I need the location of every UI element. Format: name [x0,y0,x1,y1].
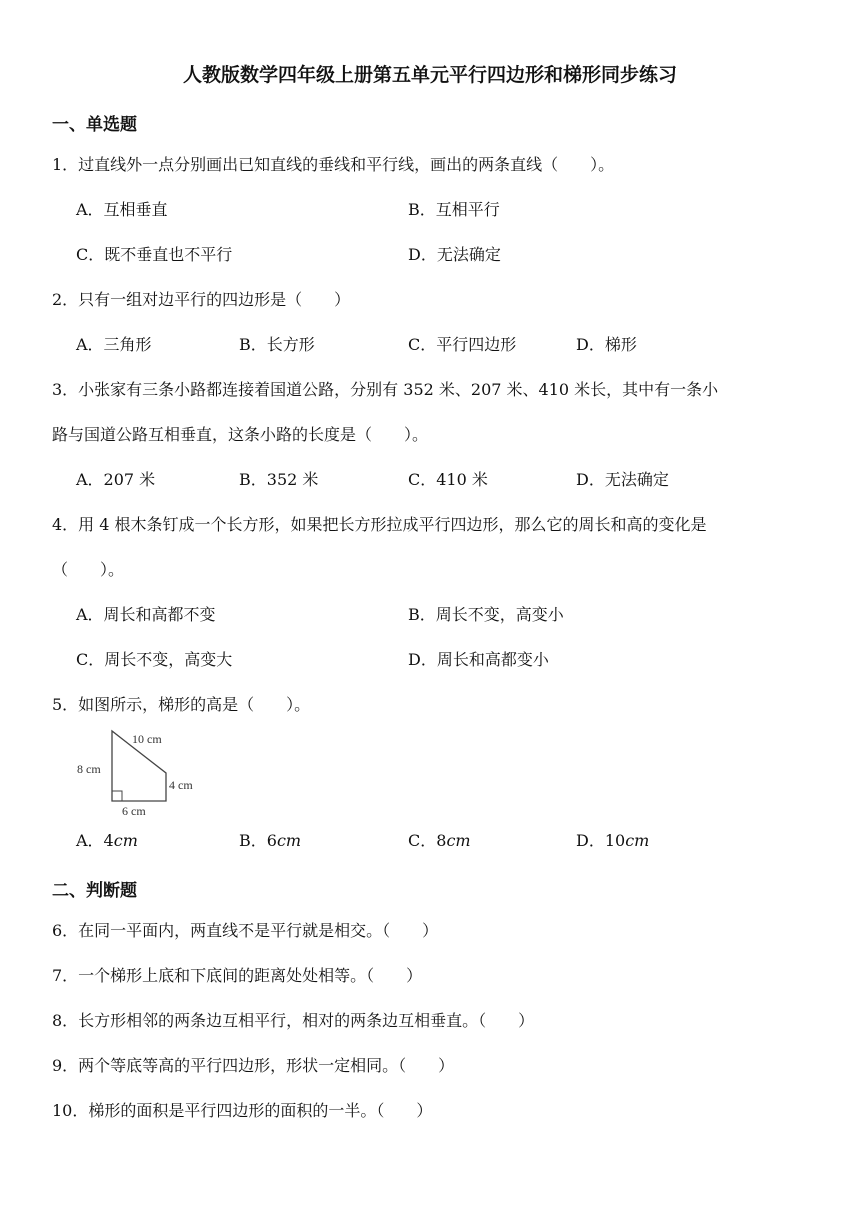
question-3-option-d: D．无法确定 [576,470,669,489]
label-left-side: 8 cm [77,762,101,776]
question-4-stem-line-1: 4．用 4 根木条钉成一个长方形，如果把长方形拉成平行四边形，那么它的周长和高的变化是 [52,515,707,534]
question-4-stem-line-2: （ ）。 [52,560,125,579]
question-4-option-a: A．周长和高都不变 [76,605,216,624]
label-top-side: 10 cm [132,732,162,746]
section-heading-true-false: 二、判断题 [52,881,137,901]
judge-question-6: 6．在同一平面内，两直线不是平行就是相交。（ ） [52,921,439,940]
page-title: 人教版数学四年级上册第五单元平行四边形和梯形同步练习 [182,64,677,86]
trapezoid-figure [74,725,214,820]
question-4-option-c: C．周长不变，高变大 [76,650,233,669]
label-right-side: 4 cm [169,778,193,792]
question-4-option-b: B．周长不变，高变小 [408,605,564,624]
question-2-option-d: D．梯形 [576,335,637,354]
question-5-stem: 5．如图所示，梯形的高是（ ）。 [52,695,311,714]
label-bottom-side: 6 cm [122,804,146,818]
question-3-stem-line-2: 路与国道公路互相垂直，这条小路的长度是（ ）。 [52,425,429,444]
judge-question-10: 10．梯形的面积是平行四边形的面积的一半。（ ） [52,1101,433,1120]
judge-question-9: 9．两个等底等高的平行四边形，形状一定相同。（ ） [52,1056,455,1075]
question-2-stem: 2．只有一组对边平行的四边形是（ ） [52,290,351,309]
question-3-option-b: B．352 米 [239,470,319,489]
question-1-option-a: A．互相垂直 [76,200,168,219]
question-2-option-c: C．平行四边形 [408,335,517,354]
question-3-option-a: A．207 米 [76,470,156,489]
question-5-option-b: B．6cm [239,831,302,850]
question-5-option-a: A．4cm [76,831,138,850]
question-3-option-c: C．410 米 [408,470,488,489]
judge-question-7: 7．一个梯形上底和下底间的距离处处相等。（ ） [52,966,423,985]
question-1-option-d: D．无法确定 [408,245,501,264]
question-3-stem-line-1: 3．小张家有三条小路都连接着国道公路，分别有 352 米、207 米、410 米长，其中有一条小 [52,380,719,399]
judge-question-8: 8．长方形相邻的两条边互相平行，相对的两条边互相垂直。（ ） [52,1011,535,1030]
question-1-stem: 1．过直线外一点分别画出已知直线的垂线和平行线，画出的两条直线（ ）。 [52,155,615,174]
question-5-option-d: D．10cm [576,831,650,850]
question-1-option-c: C．既不垂直也不平行 [76,245,233,264]
right-angle-mark [112,791,122,801]
question-4-option-d: D．周长和高都变小 [408,650,549,669]
section-heading-single-choice: 一、单选题 [52,115,137,135]
question-1-option-b: B．互相平行 [408,200,500,219]
question-5-option-c: C．8cm [408,831,471,850]
question-2-option-b: B．长方形 [239,335,315,354]
question-2-option-a: A．三角形 [76,335,152,354]
